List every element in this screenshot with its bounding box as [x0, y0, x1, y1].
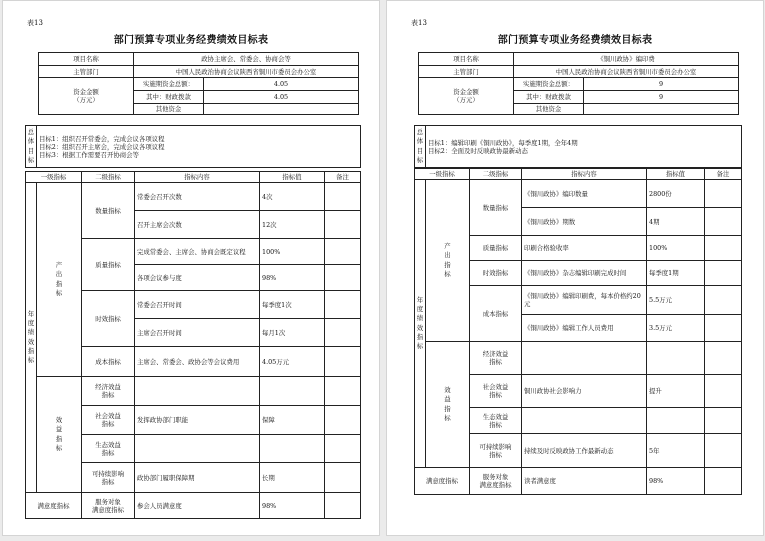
funds-label-line2: （万元）: [73, 96, 99, 104]
indicator-remark: [705, 408, 742, 434]
indicator-value: 4.05万元: [260, 347, 325, 377]
indicator-remark: [705, 375, 742, 408]
benefit-char: 标: [55, 443, 63, 452]
header-content: 指标内容: [522, 169, 647, 180]
annual-char: 绩: [416, 314, 424, 323]
page-title: 部门预算专项业务经费绩效目标表: [497, 35, 653, 46]
satisfaction-indicators-label: 满意度指标: [415, 468, 470, 495]
label-line: 可持续影响: [479, 442, 512, 451]
other-funds-label: 其他资金: [134, 104, 204, 115]
output-char: 产: [444, 241, 451, 250]
output-char: 产: [55, 260, 63, 269]
label-line: 指标: [101, 477, 115, 486]
annual-char: 效: [27, 337, 35, 346]
indicator-remark: [325, 183, 361, 211]
fiscal-funds-label: 其中：财政拨款: [134, 91, 204, 104]
annual-char: 绩: [27, 328, 35, 337]
benefit-char: 益: [444, 395, 451, 404]
left-page: [2, 0, 380, 536]
annual-char: 年: [27, 309, 35, 318]
quantity-indicator-label: 数量指标: [470, 180, 522, 236]
label-line: 经济效益: [482, 350, 509, 358]
indicator-value: 长期: [260, 463, 325, 493]
label-line: 指标: [489, 358, 502, 366]
cost-indicator-label: 成本指标: [82, 347, 135, 377]
total-funds-value: 4.05: [204, 78, 359, 91]
indicator-content: 持续及时反映政协工作最新动态: [522, 434, 647, 468]
quality-indicator-label: 质量指标: [470, 236, 522, 261]
indicator-value: 2800份: [647, 180, 705, 208]
indicator-value: 100%: [260, 239, 325, 265]
goal-item: 目标2：组织召开主席会，完成会议各项议程: [39, 142, 165, 151]
funds-label-line2: （万元）: [453, 96, 479, 104]
indicator-value: 保障: [260, 406, 325, 435]
header-value: 指标值: [260, 172, 325, 183]
overall-char: 总: [416, 127, 424, 136]
indicator-content: [135, 377, 260, 406]
indicator-value: [647, 408, 705, 434]
indicator-remark: [325, 347, 361, 377]
overall-goals-label: [415, 126, 426, 168]
indicator-remark: [325, 377, 361, 406]
indicator-remark: [325, 291, 361, 319]
indicator-content: 发挥政协部门职能: [135, 406, 260, 435]
indicator-content: 政协部门履职保障期: [135, 463, 260, 493]
annual-char: 指: [416, 332, 424, 341]
project-info-table: [418, 52, 739, 115]
goal-item: 目标3：根据工作需要召开协商会等: [39, 150, 139, 159]
indicator-remark: [705, 434, 742, 468]
label-line: 指标: [489, 420, 502, 429]
indicator-content: 《铜川政协》编印数量: [522, 180, 647, 208]
label-line: 满意度指标: [92, 505, 124, 514]
output-char: 指: [444, 260, 451, 269]
indicator-remark: [705, 286, 742, 315]
project-name-label: 项目名称: [419, 53, 514, 66]
cost-indicator-label: 成本指标: [470, 286, 522, 342]
right-page: [386, 0, 764, 536]
label-line: 服务对象: [95, 497, 121, 506]
funds-label: [419, 78, 514, 115]
overall-goals-table: [414, 125, 742, 168]
indicator-content: 读者满意度: [522, 468, 647, 495]
header-remark: 备注: [705, 169, 742, 180]
indicator-content: 主席会、常委会、政协会等会议费用: [135, 347, 260, 377]
header-level1: 一级指标: [26, 172, 82, 183]
label-line: 社会效益: [482, 383, 509, 391]
other-funds-value: [584, 104, 739, 115]
table-ref: 表13: [27, 19, 43, 27]
indicator-remark: [325, 493, 361, 519]
quality-indicator-label: 质量指标: [82, 239, 135, 291]
indicator-remark: [325, 265, 361, 291]
indicator-value: [647, 342, 705, 375]
indicator-remark: [325, 211, 361, 239]
indicator-remark: [325, 463, 361, 493]
header-level1: 一级指标: [415, 169, 470, 180]
dept-value: 中国人民政治协商会议陕西省铜川市委员会办公室: [134, 66, 359, 78]
indicator-value: 3.5万元: [647, 315, 705, 342]
annual-indicators-label: [415, 180, 426, 468]
goal-item: 目标1：组织召开常委会，完成会议各项议程: [39, 134, 165, 143]
indicator-remark: [705, 180, 742, 208]
annual-char: 效: [416, 323, 424, 332]
indicator-content: 主席会召开时间: [135, 319, 260, 347]
label-line: 服务对象: [482, 473, 509, 481]
indicator-value: 5.5万元: [647, 286, 705, 315]
overall-char: 体: [416, 137, 424, 146]
indicator-remark: [705, 315, 742, 342]
indicator-content: 铜川政协社会影响力: [522, 375, 647, 408]
indicator-content: 印刷合格验收率: [522, 236, 647, 261]
indicator-content: [522, 408, 647, 434]
header-remark: 备注: [325, 172, 361, 183]
output-char: 标: [55, 288, 63, 297]
output-indicators-label: [426, 180, 470, 342]
indicator-value: 每季度1次: [260, 291, 325, 319]
indicator-remark: [325, 239, 361, 265]
indicator-content: 参会人员满意度: [135, 493, 260, 519]
indicator-content: 常委会召开次数: [135, 183, 260, 211]
dept-label: 主管部门: [419, 66, 514, 78]
benefit-char: 益: [55, 425, 63, 434]
indicator-value: [260, 435, 325, 463]
output-char: 出: [55, 270, 63, 279]
fiscal-funds-value: 9: [584, 91, 739, 104]
satisfaction-indicators-label: 满意度指标: [26, 493, 82, 519]
service-satisfaction-label: [82, 493, 135, 519]
indicator-value: 100%: [647, 236, 705, 261]
label-line: 指标: [101, 448, 115, 457]
header-level2: 二级指标: [82, 172, 135, 183]
funds-label-line1: 资金金额: [73, 88, 99, 96]
indicators-table: [25, 171, 361, 519]
annual-char: 标: [416, 342, 424, 351]
funds-label: [39, 78, 134, 115]
overall-char: 目: [416, 146, 424, 155]
indicator-value: 每月1次: [260, 319, 325, 347]
other-funds-label: 其他资金: [514, 104, 584, 115]
indicator-remark: [705, 261, 742, 286]
indicator-value: 98%: [647, 468, 705, 495]
indicator-remark: [705, 468, 742, 495]
indicators-table: [414, 168, 742, 495]
quantity-indicator-label: 数量指标: [82, 183, 135, 239]
label-line: 满意度指标: [479, 481, 512, 489]
output-char: 指: [55, 279, 63, 288]
indicator-content: [135, 435, 260, 463]
dept-label: 主管部门: [39, 66, 134, 78]
economic-benefit-label: [470, 342, 522, 375]
annual-char: 度: [416, 304, 424, 313]
indicator-content: 《铜川政协》期数: [522, 208, 647, 236]
ecology-benefit-label: [470, 408, 522, 434]
project-info-table: [38, 52, 359, 115]
other-funds-value: [204, 104, 359, 115]
page-title: 部门预算专项业务经费绩效目标表: [113, 35, 269, 46]
economic-benefit-label: [82, 377, 135, 406]
indicator-value: 5年: [647, 434, 705, 468]
indicator-remark: [325, 319, 361, 347]
output-char: 出: [444, 251, 451, 260]
header-level2: 二级指标: [470, 169, 522, 180]
sustain-benefit-label: [470, 434, 522, 468]
overall-char: 标: [416, 155, 424, 164]
project-name-value: 《铜川政协》编印费: [514, 53, 739, 66]
indicator-remark: [705, 208, 742, 236]
indicator-content: 《铜川政协》编辑印刷费，每本价格约20元: [522, 286, 647, 315]
project-name-label: 项目名称: [39, 53, 134, 66]
timeliness-indicator-label: 时效指标: [470, 261, 522, 286]
indicator-value: 提升: [647, 375, 705, 408]
label-line: 经济效益: [95, 383, 121, 391]
annual-char: 年: [416, 295, 424, 304]
social-benefit-label: [470, 375, 522, 408]
indicator-remark: [705, 236, 742, 261]
overall-goals-content: [426, 126, 742, 168]
benefit-indicators-label: [37, 377, 82, 493]
overall-goals-label: [26, 126, 37, 168]
indicator-content: 《铜川政协》编辑工作人员费用: [522, 315, 647, 342]
indicator-content: 常委会召开时间: [135, 291, 260, 319]
indicator-content: 《铜川政协》杂志编辑印刷完成时间: [522, 261, 647, 286]
overall-char: 目: [27, 146, 35, 155]
overall-char: 体: [27, 137, 35, 146]
overall-goals-table: [25, 125, 361, 168]
indicator-content: [522, 342, 647, 375]
label-line: 指标: [101, 420, 115, 428]
indicator-value: [260, 377, 325, 406]
benefit-char: 效: [55, 415, 63, 424]
annual-char: 度: [27, 318, 35, 327]
indicator-value: 4期: [647, 208, 705, 236]
label-line: 生态效益: [95, 440, 121, 449]
sustain-benefit-label: [82, 463, 135, 493]
header-content: 指标内容: [135, 172, 260, 183]
annual-char: 指: [27, 346, 35, 355]
annual-char: 标: [27, 356, 35, 365]
fiscal-funds-value: 4.05: [204, 91, 359, 104]
label-line: 指标: [489, 391, 502, 399]
indicator-content: 各项会议参与度: [135, 265, 260, 291]
indicator-remark: [325, 406, 361, 435]
header-value: 指标值: [647, 169, 705, 180]
service-satisfaction-label: [470, 468, 522, 495]
label-line: 指标: [101, 391, 115, 399]
goal-item: 目标1：编辑印刷《铜川政协》，每季度1期，全年4期: [428, 138, 578, 147]
social-benefit-label: [82, 406, 135, 435]
indicator-value: 4次: [260, 183, 325, 211]
indicator-content: 召开主席会次数: [135, 211, 260, 239]
total-funds-label: 实施期资金总额：: [134, 78, 204, 91]
label-line: 社会效益: [95, 412, 121, 420]
dept-value: 中国人民政治协商会议陕西省铜川市委员会办公室: [514, 66, 739, 78]
ecology-benefit-label: [82, 435, 135, 463]
benefit-char: 标: [444, 413, 451, 422]
output-indicators-label: [37, 183, 82, 377]
fiscal-funds-label: 其中：财政拨款: [514, 91, 584, 104]
indicator-remark: [325, 435, 361, 463]
label-line: 可持续影响: [92, 469, 124, 478]
overall-goals-content: [37, 126, 361, 168]
label-line: 指标: [489, 450, 502, 459]
goal-item: 目标2：全面及时反映政协最新动态: [428, 146, 528, 155]
table-ref: 表13: [411, 19, 427, 27]
project-name-value: 政协主席会、常委会、协商会等: [134, 53, 359, 66]
label-line: 生态效益: [482, 412, 509, 421]
overall-char: 总: [27, 127, 35, 136]
total-funds-value: 9: [584, 78, 739, 91]
total-funds-label: 实施期资金总额：: [514, 78, 584, 91]
benefit-indicators-label: [426, 342, 470, 468]
timeliness-indicator-label: 时效指标: [82, 291, 135, 347]
benefit-char: 效: [444, 385, 451, 394]
indicator-value: 98%: [260, 493, 325, 519]
annual-indicators-label: [26, 183, 37, 493]
benefit-char: 指: [444, 404, 451, 413]
funds-label-line1: 资金金额: [453, 88, 479, 96]
output-char: 标: [444, 269, 451, 278]
indicator-value: 每季度1期: [647, 261, 705, 286]
indicator-remark: [705, 342, 742, 375]
benefit-char: 指: [55, 434, 63, 443]
indicator-value: 98%: [260, 265, 325, 291]
indicator-value: 12次: [260, 211, 325, 239]
indicator-content: 完成常委会、主席会、协商会既定议程: [135, 239, 260, 265]
overall-char: 标: [27, 155, 35, 164]
